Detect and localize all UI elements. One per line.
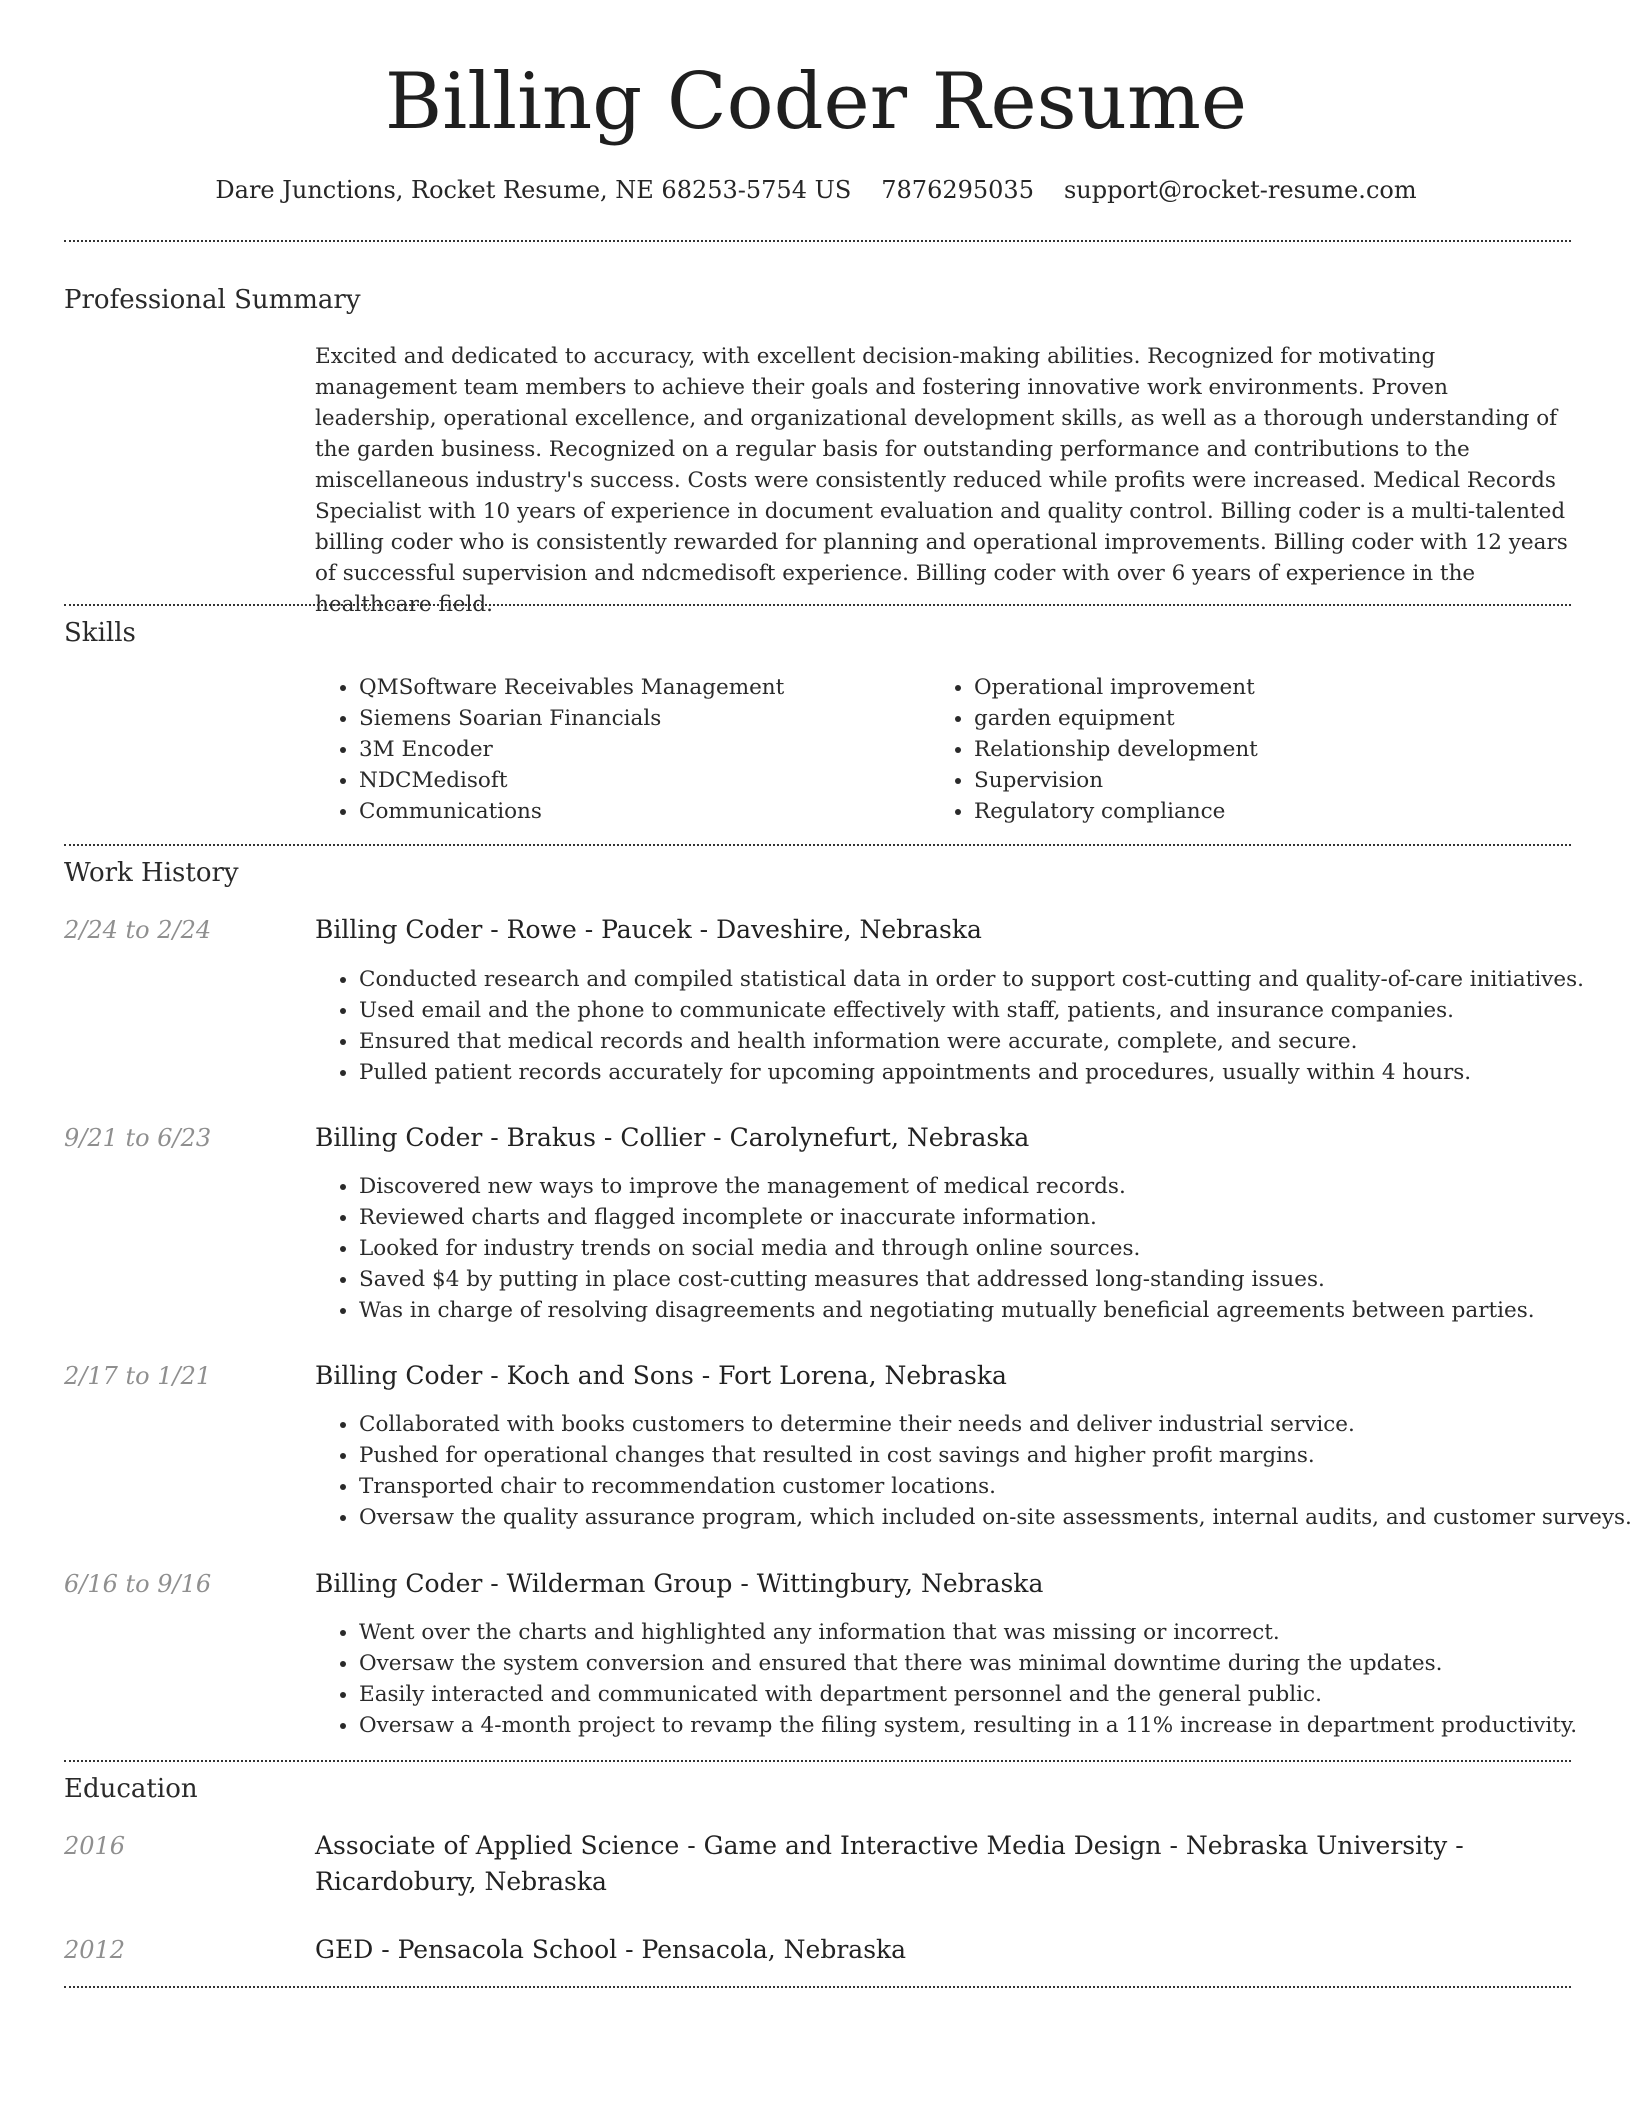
job-bullet: • Pulled patient records accurately for upcoming appointments and procedures, usually within 4 hours.	[359, 1057, 1584, 1088]
job-dates: 2/24 to 2/24	[64, 916, 212, 944]
job-dates: 6/16 to 9/16	[64, 1570, 212, 1598]
divider	[64, 1986, 1571, 1988]
job-bullet: • Easily interacted and communicated with department personnel and the general public.	[359, 1679, 1577, 1710]
contact-line	[0, 170, 1632, 210]
job-title: Billing Coder - Rowe - Paucek - Daveshire, Nebraska	[315, 915, 982, 944]
job-bullets	[315, 1617, 1577, 1741]
skill-item: • NDCMedisoft	[359, 765, 784, 796]
job-title: Billing Coder - Brakus - Collier - Carolynefurt, Nebraska	[315, 1123, 1030, 1152]
skill-item: • Communications	[359, 796, 784, 827]
job-bullet: • Pushed for operational changes that resulted in cost savings and higher profit margins.	[359, 1440, 1632, 1471]
skill-item: • Siemens Soarian Financials	[359, 703, 784, 734]
job-bullets	[315, 1409, 1632, 1533]
skill-item: • Operational improvement	[974, 672, 1258, 703]
job-bullet: • Oversaw the quality assurance program, which included on-site assessments, internal audits, and customer surveys.	[359, 1502, 1632, 1533]
contact-phone: 7876295035	[881, 176, 1034, 204]
job-bullet: • Looked for industry trends on social media and through online sources.	[359, 1233, 1535, 1264]
skill-item: • garden equipment	[974, 703, 1258, 734]
contact-email: support@rocket-resume.com	[1063, 176, 1417, 204]
contact-address: Dare Junctions, Rocket Resume, NE 68253-5754 US	[215, 176, 852, 204]
job-bullet: • Oversaw the system conversion and ensured that there was minimal downtime during the updates.	[359, 1648, 1577, 1679]
education-entry: Associate of Applied Science - Game and Interactive Media Design - Nebraska University - Ricardobury, Nebraska	[315, 1831, 1464, 1896]
summary-text: Excited and dedicated to accuracy, with excellent decision-making abilities. Recognized for motivating management team members to achieve their goals and fostering innovative work environments. Proven leadership, operational excellence, and organizational development skills, as well as a thorough understanding of the garden business. Recognized on a regular basis for outstanding performance and contributions to the miscellaneous industry's success. Costs were consistently reduced while profits were increased. Medical Records Specialist with 10 years of experience in document evaluation and quality control. Billing coder is a multi-talented billing coder who is consistently rewarded for planning and operational improvements. Billing coder with 12 years of successful supervision and ndcmedisoft experience. Billing coder with over 6 years of experience in the healthcare field.	[315, 344, 1568, 617]
divider	[64, 240, 1571, 242]
divider	[64, 844, 1571, 846]
job-bullet: • Discovered new ways to improve the management of medical records.	[359, 1171, 1535, 1202]
skill-item: • Supervision	[974, 765, 1258, 796]
job-bullets	[315, 1171, 1535, 1326]
education-heading: Education	[64, 1774, 198, 1804]
work-heading: Work History	[64, 858, 239, 888]
skill-item: • QMSoftware Receivables Management	[359, 672, 784, 703]
skills-heading: Skills	[64, 618, 136, 648]
education-entry: GED - Pensacola School - Pensacola, Nebraska	[315, 1935, 907, 1964]
divider	[64, 604, 1571, 606]
education-year: 2012	[64, 1936, 126, 1964]
job-title: Billing Coder - Koch and Sons - Fort Lorena, Nebraska	[315, 1361, 1007, 1390]
job-bullet: • Oversaw a 4-month project to revamp the filing system, resulting in a 11% increase in department productivity.	[359, 1710, 1577, 1741]
job-dates: 9/21 to 6/23	[64, 1124, 212, 1152]
job-bullet: • Transported chair to recommendation customer locations.	[359, 1471, 1632, 1502]
job-bullet: • Conducted research and compiled statistical data in order to support cost-cutting and quality-of-care initiatives.	[359, 964, 1584, 995]
job-bullet: • Ensured that medical records and health information were accurate, complete, and secure.	[359, 1026, 1584, 1057]
skill-item: • Regulatory compliance	[974, 796, 1258, 827]
job-title: Billing Coder - Wilderman Group - Wittingbury, Nebraska	[315, 1569, 1044, 1598]
job-dates: 2/17 to 1/21	[64, 1362, 212, 1390]
job-bullet: • Saved $4 by putting in place cost-cutting measures that addressed long-standing issues.	[359, 1264, 1535, 1295]
summary-heading: Professional Summary	[64, 285, 361, 315]
job-bullet: • Used email and the phone to communicate effectively with staff, patients, and insurance companies.	[359, 995, 1584, 1026]
skill-item: • Relationship development	[974, 734, 1258, 765]
skills-list-right	[930, 672, 1258, 827]
skill-item: • 3M Encoder	[359, 734, 784, 765]
job-bullet: • Reviewed charts and flagged incomplete or inaccurate information.	[359, 1202, 1535, 1233]
job-bullet: • Collaborated with books customers to determine their needs and deliver industrial service.	[359, 1409, 1632, 1440]
job-bullet: • Went over the charts and highlighted any information that was missing or incorrect.	[359, 1617, 1577, 1648]
skills-list-left	[315, 672, 784, 827]
resume-title: Billing Coder Resume	[384, 57, 1248, 147]
divider	[64, 1760, 1571, 1762]
job-bullet: • Was in charge of resolving disagreements and negotiating mutually beneficial agreements between parties.	[359, 1295, 1535, 1326]
job-bullets	[315, 964, 1584, 1088]
education-year: 2016	[64, 1832, 126, 1860]
